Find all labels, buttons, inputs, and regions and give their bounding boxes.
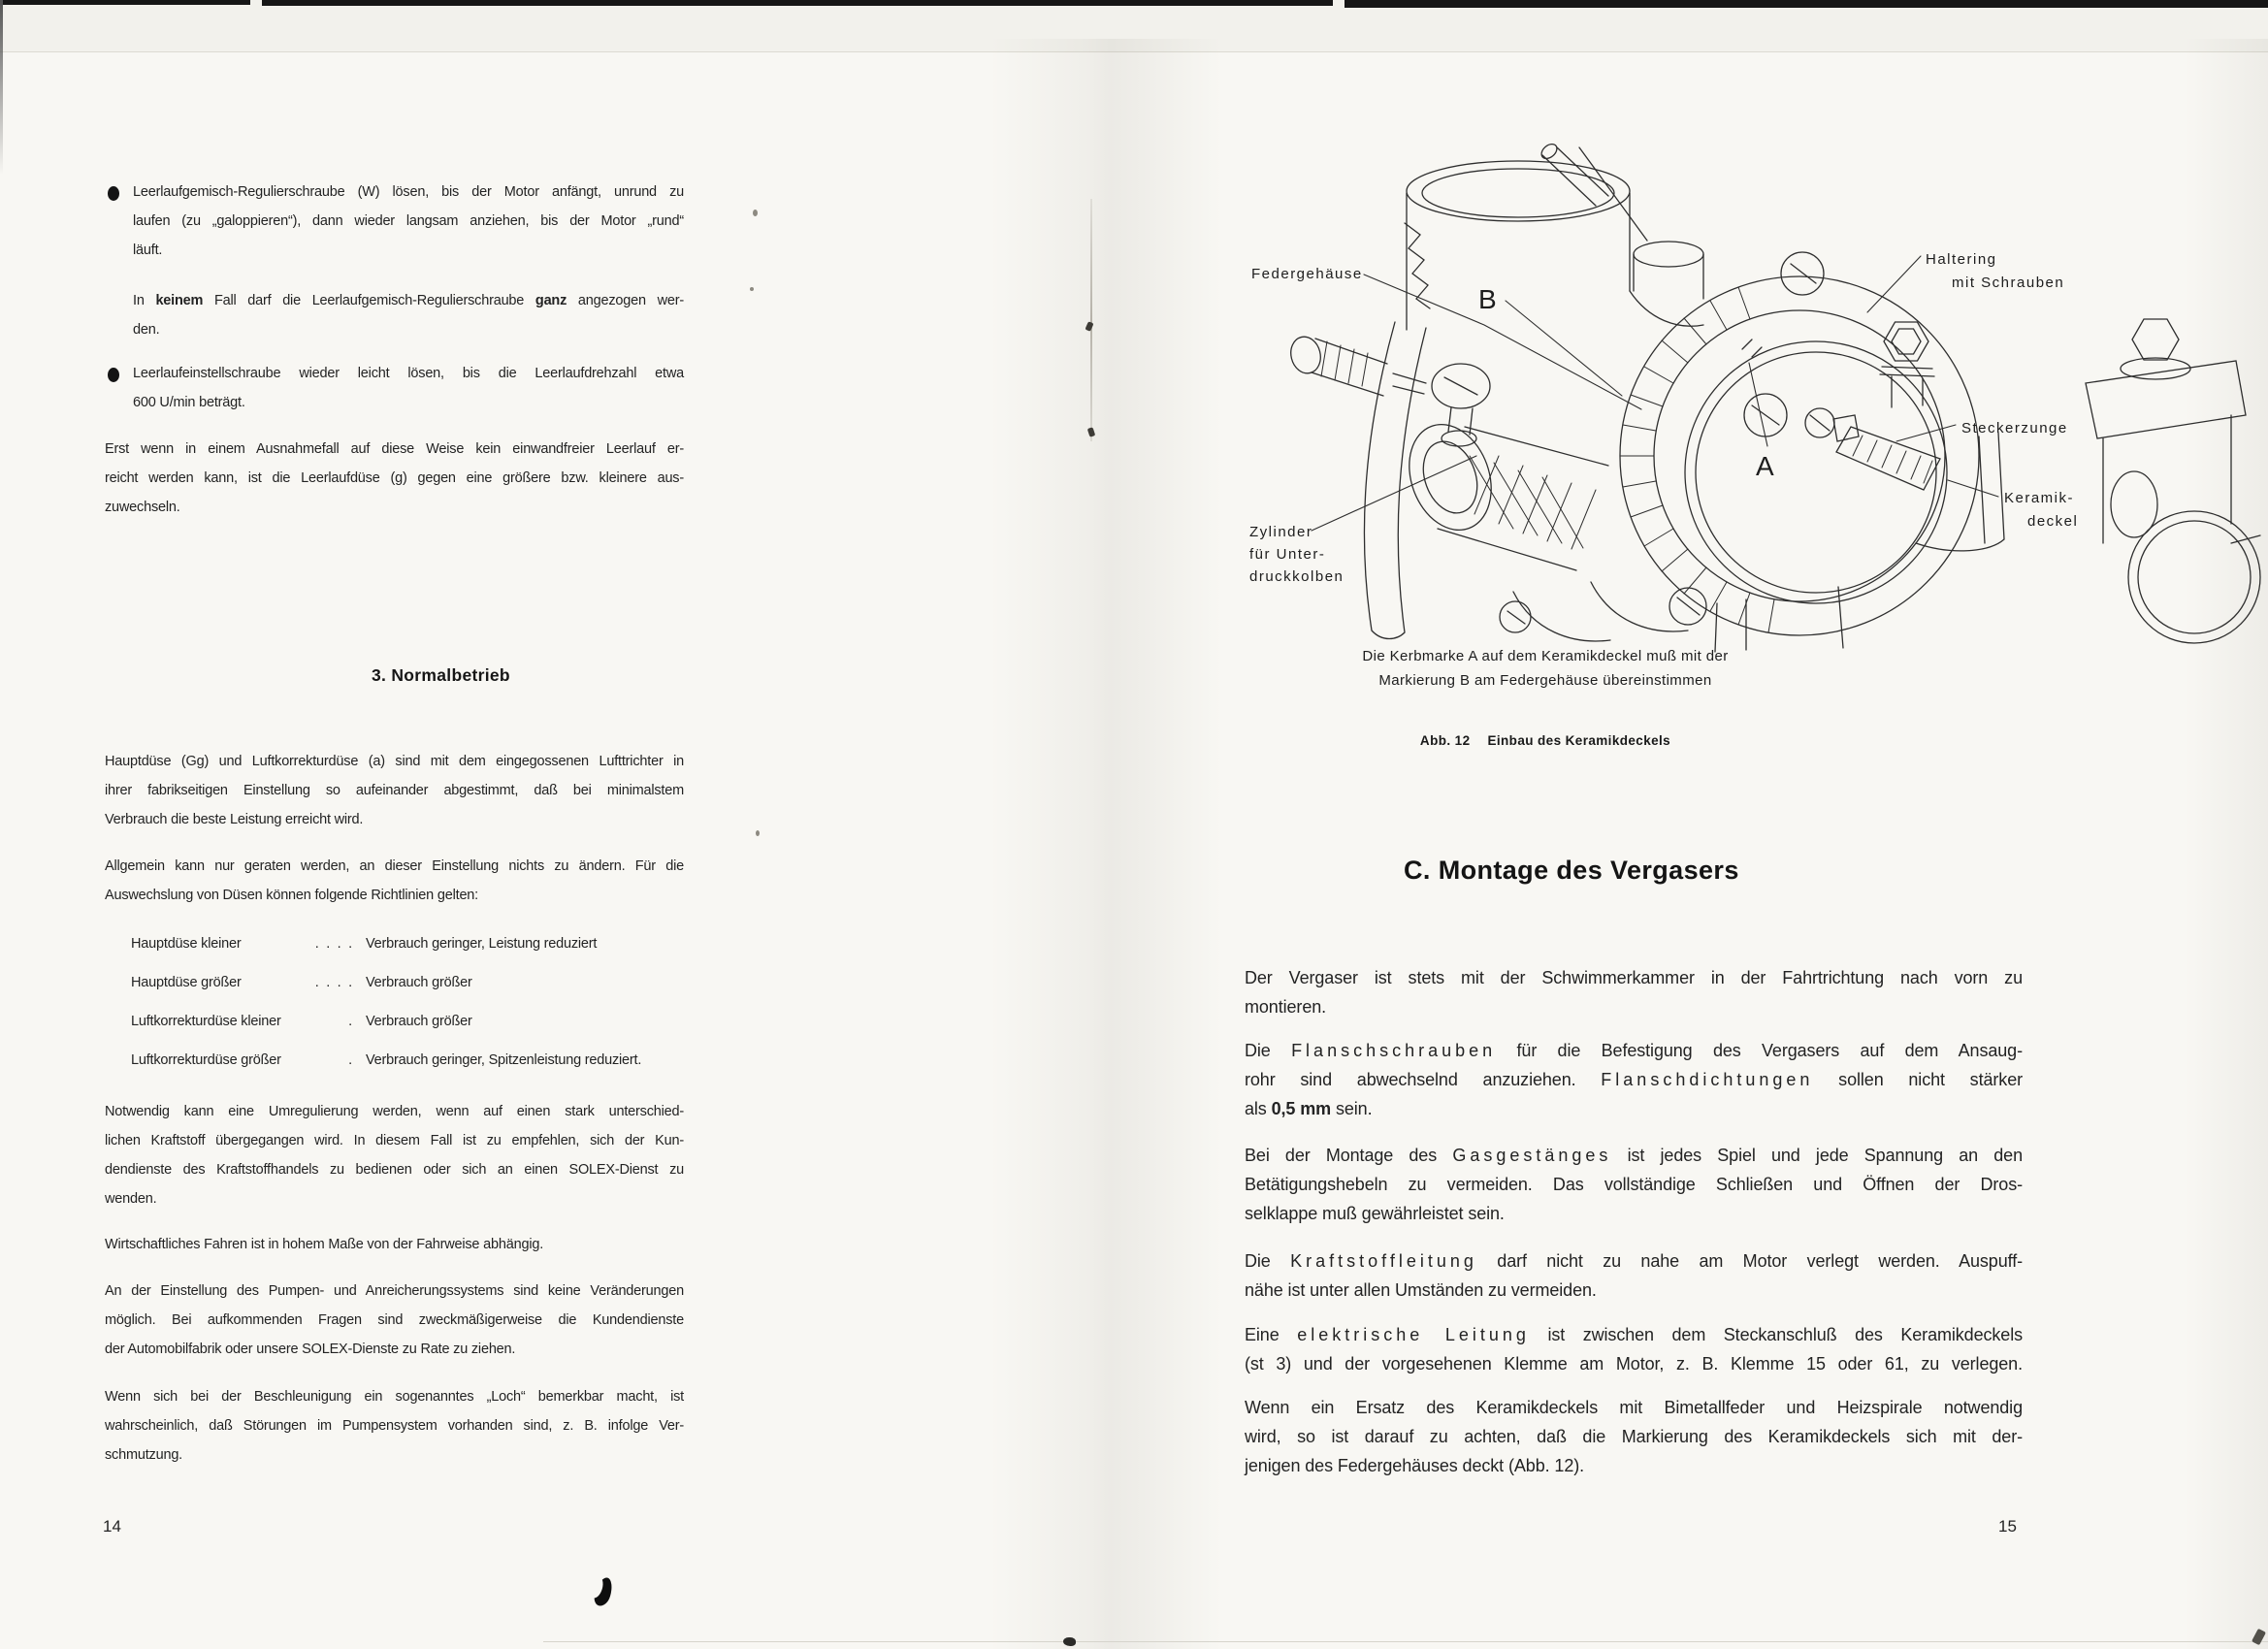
figure-caption [1245, 644, 1846, 693]
text-line: Verbrauch die beste Leistung erreicht wird. [105, 812, 364, 827]
text-segment: für die Befestigung des Vergasers auf dem Ansaug- [1496, 1041, 2023, 1060]
jet-name: Hauptdüse größer [131, 975, 242, 990]
figure-label-keramikdeckel-2: deckel [2027, 513, 2079, 530]
text-segment: ist jedes Spiel und jede Spannung an den [1611, 1146, 2023, 1165]
text-segment: Die [1245, 1041, 1292, 1060]
text-segment: In [133, 293, 156, 308]
text-segment: darf nicht zu nahe am Motor verlegt werden. Auspuff- [1476, 1251, 2023, 1271]
figure-label-zylinder-3: druckkolben [1249, 568, 1345, 585]
jet-guideline-row [131, 1046, 686, 1084]
jet-name: Hauptdüse kleiner [131, 936, 242, 952]
text-line: wird, so ist darauf zu achten, daß die Markierung des Keramikdeckels sich mit der- [1245, 1427, 2023, 1446]
text-line [1245, 1065, 2023, 1094]
paragraph [1245, 1320, 2023, 1378]
scan-speck [756, 830, 760, 836]
text-line [1245, 1094, 2023, 1123]
text-line: selklappe muß gewährleistet sein. [1245, 1204, 1505, 1223]
paragraph [105, 1097, 684, 1213]
gutter-shadow [989, 39, 1222, 1649]
paragraph [105, 852, 684, 910]
emphasized-text: Flanschschrauben [1291, 1041, 1497, 1060]
text-line: lichen Kraftstoff übergegangen wird. In diesem Fall ist zu empfehlen, sich der Kun- [105, 1133, 684, 1148]
diagram-line-art [1287, 142, 2260, 652]
emphasized-text: Flanschdichtungen [1601, 1070, 1814, 1089]
text-line: dendienste des Kraftstoffhandels zu bedienen oder sich an einen SOLEX-Dienst zu [105, 1162, 684, 1178]
text-line: zuwechseln. [105, 500, 180, 515]
scan-top-bar [262, 0, 1333, 6]
bold-text: keinem [155, 293, 204, 308]
text-line: Allgemein kann nur geraten werden, an dieser Einstellung nichts zu ändern. Für die [105, 858, 684, 874]
text-segment: ist zwischen dem Steckanschluß des Keramikdeckels [1529, 1325, 2024, 1344]
text-line: Leerlaufeinstellschraube wieder leicht lösen, bis die Leerlaufdrehzahl etwa [133, 366, 684, 381]
text-segment: sollen nicht stärker [1813, 1070, 2023, 1089]
text-line: läuft. [133, 242, 163, 258]
figure-label-haltering-2: mit Schrauben [1952, 275, 2065, 291]
text-line: Der Vergaser ist stets mit der Schwimmerkammer in der Fahrtrichtung nach vorn zu [1245, 968, 2023, 987]
text-segment: Die [1245, 1251, 1291, 1271]
scan-top-bar [0, 0, 250, 5]
text-segment: als [1245, 1099, 1272, 1118]
text-line [1245, 1320, 2023, 1349]
text-line: Auswechslung von Düsen können folgende Richtlinien gelten: [105, 888, 478, 903]
text-line: den. [133, 322, 160, 338]
paragraph [1245, 1036, 2023, 1123]
figure-label-zylinder: Zylinder [1249, 524, 1313, 540]
bullet-paragraph [105, 178, 684, 265]
text-line: Wirtschaftliches Fahren ist in hohem Maße von der Fahrweise abhängig. [105, 1237, 544, 1252]
text-line: jenigen des Federgehäuses deckt (Abb. 12). [1245, 1456, 1585, 1475]
text-segment: Eine [1245, 1325, 1298, 1344]
text-line: nähe ist unter allen Umständen zu vermeiden. [1245, 1280, 1597, 1300]
figure-number: Abb. 12 [1419, 733, 1471, 748]
paragraph [105, 1230, 684, 1259]
text-line: wahrscheinlich, daß Störungen im Pumpensystem vorhanden sind, z. B. infolge Ver- [105, 1418, 684, 1434]
gutter-thread [1090, 199, 1092, 441]
jet-guideline-row [131, 968, 686, 1007]
text-segment: Fall darf die Leerlaufgemisch-Regulierschraube [203, 293, 535, 308]
text-line [133, 286, 684, 315]
paragraph [105, 747, 684, 834]
jet-label [131, 1007, 366, 1046]
text-line: laufen (zu „galoppieren“), dann wieder langsam anziehen, bis der Motor „rund“ [133, 213, 684, 229]
paragraph [1245, 963, 2023, 1021]
bold-text: ganz [535, 293, 567, 308]
text-line: der Automobilfabrik oder unsere SOLEX-Dienste zu Rate zu ziehen. [105, 1342, 516, 1357]
emphasized-text: elektrische Leitung [1297, 1325, 1530, 1344]
text-line: möglich. Bei aufkommenden Fragen sind zweckmäßigerweise die Kundendienste [105, 1312, 684, 1328]
paragraph [1245, 1393, 2023, 1480]
figure-label-keramikdeckel: Keramik- [2004, 490, 2075, 506]
figure-title: Einbau des Keramikdeckels [1487, 733, 1671, 748]
jet-guideline-row [131, 1007, 686, 1046]
jet-label [131, 968, 366, 1007]
text-line: (st 3) und der vorgesehenen Klemme am Motor, z. B. Klemme 15 oder 61, zu verlegen. [1245, 1354, 2023, 1374]
figure-carburetor-diagram [1242, 126, 2268, 655]
page-number-left: 14 [103, 1517, 121, 1536]
figure-label-haltering: Haltering [1926, 251, 1997, 268]
scan-speck [753, 210, 758, 216]
paragraph [1245, 1141, 2023, 1228]
text-line: schmutzung. [105, 1447, 183, 1463]
caption-line: Die Kerbmarke A auf dem Keramikdeckel muß mit der [1362, 648, 1729, 664]
text-line: Wenn ein Ersatz des Keramikdeckels mit Bimetallfeder und Heizspirale notwendig [1245, 1398, 2023, 1417]
text-line [1245, 1036, 2023, 1065]
text-line: Wenn sich bei der Beschleunigung ein sogenanntes „Loch“ bemerkbar macht, ist [105, 1389, 684, 1405]
text-line: Notwendig kann eine Umregulierung werden, wenn auf einen stark unterschied- [105, 1104, 684, 1119]
jet-effect: Verbrauch größer [366, 1014, 472, 1029]
bullet-icon [108, 186, 119, 201]
ink-blot [592, 1575, 615, 1607]
leader-dots: . . . . [314, 936, 352, 952]
jet-effect: Verbrauch größer [366, 975, 472, 990]
leader-dots: . [348, 1052, 352, 1068]
figure-label-zylinder-2: für Unter- [1249, 546, 1326, 563]
text-segment: sein. [1331, 1099, 1373, 1118]
caption-line: Markierung B am Federgehäuse übereinstimmen [1378, 672, 1712, 689]
scan-speck [750, 287, 754, 291]
figure-mark-a: A [1756, 451, 1774, 481]
bullet-paragraph [105, 359, 684, 417]
jet-guideline-row [131, 929, 686, 968]
text-line: 600 U/min beträgt. [133, 395, 245, 410]
paragraph [105, 1277, 684, 1364]
text-line [1245, 1141, 2023, 1170]
scan-edge-line [0, 0, 3, 175]
text-segment: rohr sind abwechselnd anzuziehen. [1245, 1070, 1602, 1089]
text-line [1245, 1246, 2023, 1276]
emphasized-text: Gasgestänges [1452, 1146, 1612, 1165]
text-line: Betätigungshebeln zu vermeiden. Das vollständige Schließen und Öffnen der Dros- [1245, 1175, 2023, 1194]
leader-dots: . [348, 1014, 352, 1029]
scan-bottom-line [543, 1641, 2268, 1642]
paragraph [105, 1382, 684, 1470]
text-line: reicht werden kann, ist die Leerlaufdüse (g) gegen eine größere bzw. kleinere aus- [105, 470, 684, 486]
text-line: montieren. [1245, 997, 1327, 1017]
text-line: Leerlaufgemisch-Regulierschraube (W) lösen, bis der Motor anfängt, unrund zu [133, 184, 684, 200]
figure-number-line [1245, 733, 1846, 748]
leader-dots: . . . . [314, 975, 352, 990]
bold-text: 0,5 mm [1271, 1099, 1332, 1118]
paragraph [1245, 1246, 2023, 1305]
paragraph [105, 435, 684, 522]
page-number-right: 15 [1998, 1517, 2017, 1536]
scan-bottom-blob [1063, 1637, 1076, 1646]
text-line: ihrer fabrikseitigen Einstellung so aufeinander abgestimmt, daß bei minimalstem [105, 783, 684, 798]
jet-name: Luftkorrekturdüse größer [131, 1052, 281, 1068]
text-segment: Bei der Montage des [1245, 1146, 1453, 1165]
paragraph [133, 286, 684, 344]
jet-label [131, 1046, 366, 1084]
scan-top-bar [1345, 0, 2268, 8]
figure-mark-b: B [1478, 284, 1497, 314]
text-line: An der Einstellung des Pumpen- und Anreicherungssystems sind keine Veränderungen [105, 1283, 684, 1299]
emphasized-text: Kraftstoffleitung [1290, 1251, 1477, 1271]
text-line: Hauptdüse (Gg) und Luftkorrekturdüse (a) sind mit dem eingegossenen Lufttrichter in [105, 754, 684, 769]
jet-guidelines-table [131, 929, 686, 1084]
text-line: wenden. [105, 1191, 157, 1207]
section-heading-montage: C. Montage des Vergasers [1404, 856, 1739, 885]
jet-effect: Verbrauch geringer, Leistung reduziert [366, 936, 598, 952]
jet-label [131, 929, 366, 968]
bullet-icon [108, 368, 119, 382]
jet-name: Luftkorrekturdüse kleiner [131, 1014, 281, 1029]
figure-label-steckerzunge: Steckerzunge [1961, 420, 2068, 436]
jet-effect: Verbrauch geringer, Spitzenleistung reduziert. [366, 1052, 642, 1068]
text-segment: angezogen wer- [567, 293, 684, 308]
figure-label-federgehaeuse: Federgehäuse [1251, 266, 1363, 282]
text-line: Erst wenn in einem Ausnahmefall auf diese Weise kein einwandfreier Leerlauf er- [105, 441, 684, 457]
section-heading-normalbetrieb: 3. Normalbetrieb [372, 665, 510, 685]
